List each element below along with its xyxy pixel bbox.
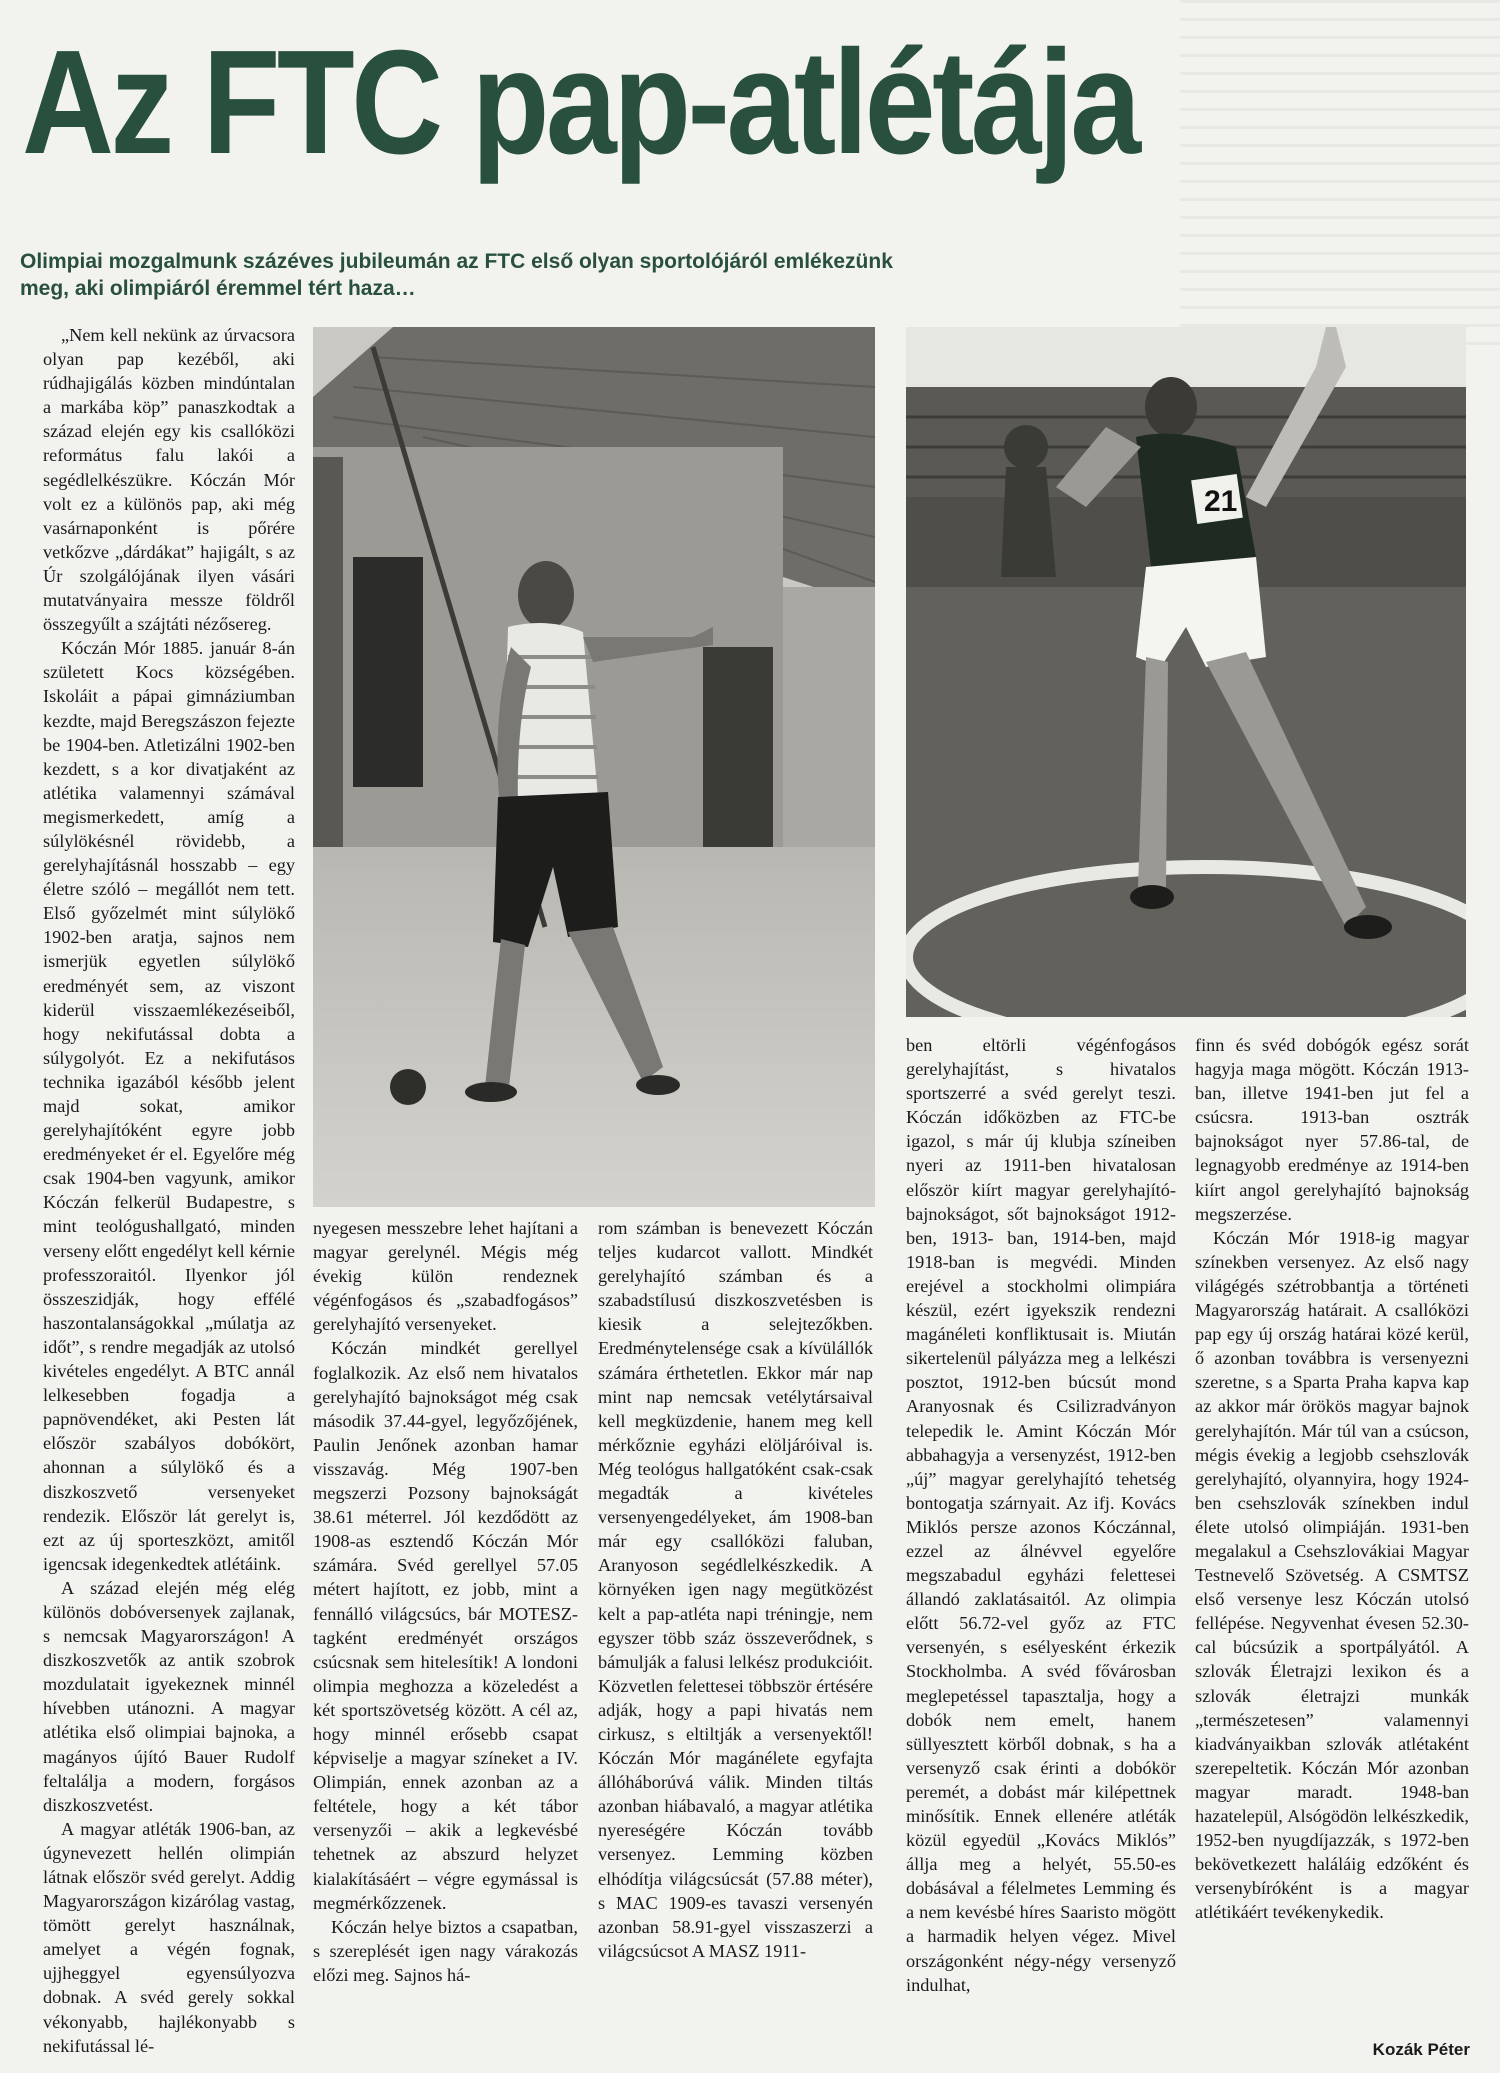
article-column-2 (313, 1216, 578, 1987)
paragraph: Kóczán Mór 1885. január 8-án született Kocs községében. Iskoláit a pápai gimnáziumban kezdte, majd Beregszászon fejezte be 1904-ben. Atletizálni 1902-ben kezdett, s a kor divatjaként az atlétika valamennyi számával megismerkedett, amíg a súlylökésnél rövidebb, a gerelyhajításnál hosszabb – egy életre szóló – megállót nem tett. Első győzelmét mint súlylökő 1902-ben aratja, sajnos nem ismerjük egyetlen súlylökő eredményét sem, az viszont kiderül visszaemlékezéseiből, hogy nekifutással dobta a súlygolyót. Ez a nekifutásos technika igazából később jelent majd sokat, amikor gerelyhajítóként egyre jobb eredményeket ér el. Egyelőre még csak 1904-ben vagyunk, amikor Kóczán felkerül Budapestre, s mint teológushallgató, minden verseny előtt engedélyt kell kérnie professzoraitól. Ilyenkor jól összeszidják, hogy effélé haszontalanságokkal „múlatja az időt”, s rendre megadják az utolsó kivételes engedélyt. A BTC annál lelkesebben fogadja a papnövendéket, aki Pesten lát először szabályos dobókört, ahonnan a súlylökő és a diszkoszvető versenyeket rendezik. Először lát gerelyt is, ezt az új sporteszközt, amitől igencsak idegenkedtek atlétáink. (43, 638, 295, 1574)
photo-stadium-thrower-image (906, 327, 1466, 1017)
lead-paragraph: Olimpiai mozgalmunk százéves jubileumán az FTC első olyan sportolójáról emlékezünk meg, aki olimpiáról éremmel tért haza… (20, 250, 893, 300)
headline: Az FTC pap-atlétája (22, 20, 1138, 185)
paragraph: A század elején még elég különös dobóversenyek zajlanak, s nemcsak Magyarországon! A diszkoszvetők az antik szobrok mozdulatait igyekeznek minnél hívebben utánozni. A magyar atlétika első olimpiai bajnoka, a magányos újító Bauer Rudolf feltalálja a modern, forgásos diszkoszvetést. (43, 1577, 295, 1815)
paragraph: Kóczán Mór 1918-ig magyar színekben versenyez. Az első nagy világégés szétrobbantja a történeti Magyarország határait. A csallóközi pap egy új ország határai közé kerül, ő azonban továbbra is versenyezni szeretne, s a Sparta Praha kapva kap az akkor már örökös magyar bajnok gerelyhajítón. Már túl van a csúcson, mégis évekig a legjobb csehszlovák gerelyhajító, olyannyira, hogy 1924-ben csehszlovák színekben indul élete utolsó olimpiáján. 1931-ben megalakul a Csehszlovákiai Magyar Testnevelő Szövetség. A CSMTSZ első versenye lesz Kóczán utolsó fellépése. Negyvenhat évesen 52.30-cal búcsúzik a sportpályától. A szlovák Életrajzi lexikon és a szlovák életrajzi munkák „természetesen” valamennyi kiadványaikban szlovák atlétaként szerepeltetik. Kóczán Mór azonban magyar maradt. 1948-ban hazatelepül, Alsógödön lelkészkedik, 1952-ben nyugdíjazzák, s 1972-ben bekövetkezett haláláig edzőként és versenybíróként is a magyar atlétikáért tevékenykedik. (1195, 1227, 1469, 1923)
photo-javelin-thrower-image (313, 327, 875, 1207)
paragraph: nyegesen messzebre lehet hajítani a magyar gerelynél. Mégis még évekig külön rendeznek végénfogásos és „szabadfogásos” gerelyhajító versenyeket. (313, 1218, 578, 1335)
article-column-5 (1195, 1033, 1469, 1924)
article-column-4 (906, 1033, 1176, 1997)
paragraph: rom számban is benevezett Kóczán teljes kudarcot vallott. Mindkét gerelyhajító számban és a szabadstílusú diszkoszvetésben is kiesik a selejtezőkben. Eredménytelensége csak a kívülállók számára érthetetlen. Ekkor már nap mint nap nemcsak vetélytársaival kell megküzdenie, hanem meg kell mérkőznie egyházi elöljáróival is. Még teológus hallgatóként csak-csak megadták a kivételes versenyengedélyeket, ám 1908-ban már egy csallóközi faluban, Aranyoson segédlelkészkedik. A környéken igen nagy megütközést kelt a pap-atléta napi tréningje, nem egyszer több száz összeverődnek, s bámulják a falusi lelkész produkcióit. Közvetlen felettesei többször értésére adják, hogy a papi hivatás nem cirkusz, s eltiltják a versenyektől! Kóczán Mór magánélete egyfajta állóháborúvá válik. Minden tiltás azonban hiábavaló, a magyar atlétika nyereségére Kóczán tovább versenyez. Lemming közben elhódítja világcsúcsát (57.88 méter), s MAC 1909-es tavaszi versenyén azonban 58.91-gyel visszaszerzi a világcsúcsot A MASZ 1911- (598, 1218, 873, 1961)
paragraph: Kóczán helye biztos a csapatban, s szereplését igen nagy várakozás előzi meg. Sajnos há- (313, 1916, 578, 1985)
paragraph: ben eltörli végénfogásos gerelyhajítást, s hivatalos sportszerré a svéd gerelyt teszi. Kóczán időközben az FTC-be igazol, s már új klubja színeiben nyeri az 1911-ben hivatalosan először kiírt magyar gerelyhajító-bajnokságot, sőt bajnokságot 1912-ben, 1913- ban, 1914-ben, majd 1918-ban is megvédi. Minden erejével a stockholmi olimpiára készül, ezért igyekszik rendezni magánéleti konfliktusait is. Miután sikertelenül pályázza meg a lelkészi posztot, 1912-ben búcsút mond Aranyosnak és Csilizradványon telepedik le. Amint Kóczán Mór abbahagyja a versenyzést, 1912-ben „új” magyar gerelyhajító tehetség bontogatja szárnyait. Az ifj. Kovács Miklós persze azonos Kóczánnal, ezzel az álnévvel egyelőre megszabadul egyházi felettesei állandó zaklatásaitól. Az olimpia előtt 56.72-vel győz az FTC versenyén, s esélyesként érkezik Stockholmba. A svéd fővárosban meglepetéssel tapasztalja, hogy a dobók nem emelt, hanem süllyesztett körből dobnak, s ha a versenyző csak érinti a dobókör peremét, a dobást már kilépettnek minősítik. Ennek ellenére atléták közül egyedül „Kovács Miklós” állja meg a helyét, 55.50-es dobásával a félelmetes Lemming és a nem kevésbé híres Saaristo mögött a harmadik helyen végez. Mivel országonként négy-négy versenyző indulhat, (906, 1035, 1176, 1995)
photo-javelin-thrower (313, 327, 875, 1207)
article-column-1 (43, 323, 295, 2058)
byline: Kozák Péter (1372, 2040, 1470, 2059)
paragraph: finn és svéd dobógók egész sorát hagyja maga mögött. Kóczán 1913-ban, illetve 1941-ben jut fel a csúcsra. 1913-ban osztrák bajnokságot nyer 57.86-tal, de legnagyobb eredménye az 1914-ben kiírt angol gerelyhajító bajnokság megszerzése. (1195, 1035, 1469, 1224)
bib-number: 21 (1204, 485, 1238, 518)
paragraph: Kóczán mindkét gerellyel foglalkozik. Az első nem hivatalos gerelyhajító bajnokságot még csak második 37.44-gyel, legyőzőjének, Paulin Jenőnek azonban hamar visszavág. Még 1907-ben megszerzi Pozsony bajnokságát 38.61 méterrel. Jól kezdődött az 1908-as esztendő Kóczán Mór számára. Svéd gerellyel 57.05 métert hajított, ez jobb, mint a fennálló világcsúcs, bár MOTESZ-tagként eredményét országos csúcsnak sem hitelesítik! A londoni olimpia meghozza a közeledést a két sportszövetség között. A cél az, hogy minnél erősebb csapat képviselje a magyar színeket a IV. Olimpián, ennek azonban az a feltétele, hogy a két tábor versenyzői – akik a legkevésbé tehetnek az abszurd helyzet kialakításáért – végre egymással is megmérkőzzenek. (313, 1338, 578, 1913)
photo-stadium-thrower (906, 327, 1466, 1017)
article-column-3 (598, 1216, 873, 1963)
paragraph: „Nem kell nekünk az úrvacsora olyan pap kezéből, aki rúdhajigálás közben mindúntalan a markába köp” panaszkodtak a század elején egy kis csallóközi református falu lakói a segédlelkészükre. Kóczán Mór volt ez a különös pap, aki még vasárnaponként is pőrére vetkőzve „dárdákat” hajigált, s az Úr szolgálójának ilyen vásári mutatványaira messze földről összegyűlt a szájtáti nézősereg. (43, 325, 295, 635)
paragraph: A magyar atléták 1906-ban, az úgynevezett hellén olimpián látnak először svéd gerelyt. Addig Magyarországon kizárólag vastag, tömött gerelyt használnak, amelyet a végén fognak, ujjheggyel egyensúlyozva dobnak. A svéd gerely sokkal vékonyabb, hajlékonyabb s nekifutással lé- (43, 1818, 295, 2056)
